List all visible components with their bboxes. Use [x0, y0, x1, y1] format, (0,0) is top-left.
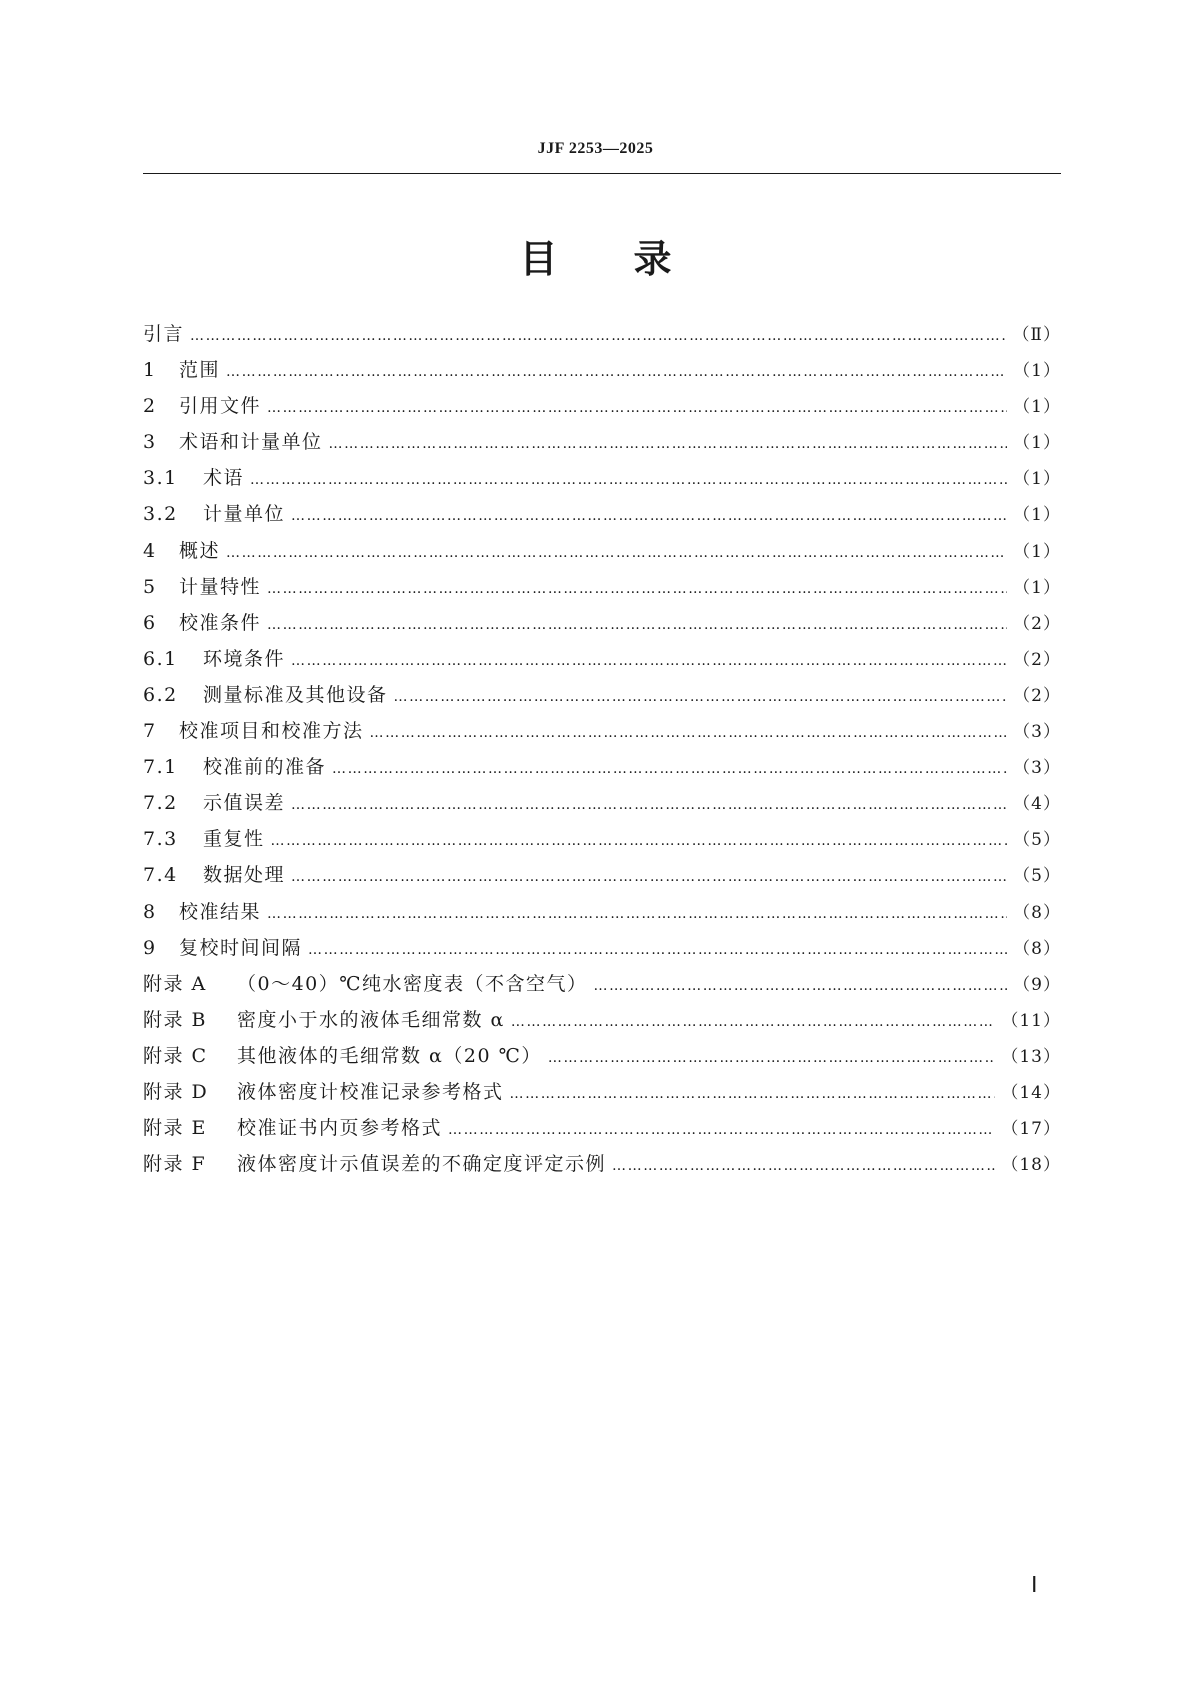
toc-dot-leader: [291, 643, 1007, 679]
toc-entry-label: [143, 424, 323, 460]
toc-dot-leader: [267, 896, 1007, 932]
toc-entry-page: （4）: [1013, 794, 1061, 815]
toc-entry[interactable]: [143, 352, 1061, 388]
toc-dot-leader: [594, 968, 1008, 1004]
toc-entry-title: 液体密度计校准记录参考格式: [237, 1080, 504, 1103]
toc-dot-leader: [271, 823, 1008, 859]
toc-entry-number: 8: [143, 900, 157, 923]
page-folio: Ⅰ: [1031, 1572, 1038, 1597]
toc-dot-leader: [226, 535, 1007, 571]
toc-entry[interactable]: [143, 316, 1061, 352]
toc-entry-title: 测量标准及其他设备: [203, 683, 388, 706]
toc-entry-number: 6: [143, 611, 157, 634]
toc-entry-number: 7.4: [143, 864, 178, 887]
toc-entry[interactable]: [143, 641, 1061, 677]
toc-entry-title: 校准项目和校准方法: [179, 720, 364, 743]
toc-entry[interactable]: [143, 894, 1061, 930]
toc-entry-title: 复校时间间隔: [179, 936, 303, 959]
toc-entry[interactable]: [143, 857, 1061, 893]
toc-dot-leader: [370, 715, 1008, 751]
toc-dot-leader: [511, 1004, 995, 1040]
toc-entry-page: （2）: [1013, 613, 1061, 634]
toc-dot-leader: [332, 751, 1007, 787]
toc-entry[interactable]: [143, 1074, 1061, 1110]
toc-entry-number: 2: [143, 395, 157, 418]
toc-entry-label: [143, 1074, 504, 1110]
toc-dot-leader: [267, 571, 1007, 607]
toc-entry-label: [143, 460, 244, 496]
toc-entry-label: [143, 857, 285, 893]
toc-dot-leader: [548, 1040, 996, 1076]
toc-title: 目 录: [519, 237, 672, 281]
toc-entry-label: [143, 930, 302, 966]
toc-dot-leader: [308, 932, 1007, 968]
toc-entry-page: （1）: [1013, 361, 1061, 382]
toc-entry-label: [143, 1038, 542, 1074]
toc-entry-page: （8）: [1013, 902, 1061, 923]
toc-entry[interactable]: [143, 533, 1061, 569]
toc-entry-label: [143, 713, 364, 749]
toc-entry-number: 附录 A: [143, 972, 207, 995]
toc-entry-page: （18）: [1001, 1155, 1061, 1176]
toc-entry-title: 引用文件: [179, 395, 262, 418]
toc-entry-page: （2）: [1013, 685, 1061, 706]
toc-entry-number: 附录 E: [143, 1117, 207, 1140]
toc-dot-leader: [267, 390, 1007, 426]
standard-number-header: JJF 2253—2025: [537, 140, 654, 157]
toc-entry-number: 3: [143, 431, 157, 454]
toc-entry-number: 7.2: [143, 792, 178, 815]
toc-entry-label: [143, 533, 220, 569]
toc-entry-page: （1）: [1013, 433, 1061, 454]
toc-entry-title: 计量单位: [203, 503, 286, 526]
toc-entry-title: 范围: [179, 359, 221, 382]
toc-entry-label: [143, 677, 388, 713]
toc-entry-title: 计量特性: [179, 575, 262, 598]
toc-dot-leader: [226, 354, 1007, 390]
toc-entry-page: （8）: [1013, 938, 1061, 959]
toc-entry-title: 术语和计量单位: [179, 431, 323, 454]
toc-entry-number: 7: [143, 720, 157, 743]
toc-entry-title: 校准证书内页参考格式: [237, 1117, 443, 1140]
toc-entry-title: 引言: [143, 323, 185, 345]
toc-entry-page: （1）: [1013, 397, 1061, 418]
toc-entry[interactable]: [143, 496, 1061, 532]
toc-dot-leader: [329, 426, 1008, 462]
toc-entry-label: [143, 966, 588, 1002]
toc-entry-page: （1）: [1013, 505, 1061, 526]
toc-entry-number: 附录 D: [143, 1080, 209, 1103]
toc-entry[interactable]: [143, 966, 1061, 1002]
toc-entry-label: [143, 821, 265, 857]
toc-entry-number: 7.3: [143, 828, 178, 851]
toc-dot-leader: [291, 859, 1007, 895]
toc-entry-page: （3）: [1013, 758, 1061, 779]
toc-dot-leader: [250, 462, 1007, 498]
toc-entry[interactable]: [143, 1002, 1061, 1038]
toc-entry-label: [143, 496, 285, 532]
toc-entry-number: 4: [143, 539, 157, 562]
toc-entry-label: [143, 352, 220, 388]
toc-entry[interactable]: [143, 460, 1061, 496]
toc-entry-page: （9）: [1013, 974, 1061, 995]
toc-entry-page: （5）: [1013, 830, 1061, 851]
toc-entry-title: 其他液体的毛细常数 α（20 ℃）: [237, 1044, 542, 1067]
toc-entry[interactable]: [143, 1146, 1061, 1182]
toc-dot-leader: [510, 1076, 996, 1112]
toc-entry-number: 附录 F: [143, 1153, 207, 1176]
toc-entry-page: （5）: [1013, 866, 1061, 887]
toc-dot-leader: [394, 679, 1008, 715]
toc-entry-title: 概述: [179, 539, 221, 562]
toc-entry-title: 术语: [203, 467, 245, 490]
toc-entry-label: [143, 749, 326, 785]
toc-entry-title: 校准条件: [179, 611, 262, 634]
toc-dot-leader: [291, 787, 1007, 823]
toc-entry-label: [143, 605, 261, 641]
toc-entry-page: （13）: [1001, 1046, 1061, 1067]
toc-entry-title: 液体密度计示值误差的不确定度评定示例: [237, 1153, 607, 1176]
toc-entry-label: [143, 1002, 505, 1038]
toc-dot-leader: [267, 607, 1007, 643]
toc-entry-title: 环境条件: [203, 647, 286, 670]
toc-entry-title: 校准结果: [179, 900, 262, 923]
toc-entry-title: 示值误差: [203, 792, 286, 815]
toc-entry-label: [143, 641, 285, 677]
toc-entry-label: [143, 785, 285, 821]
toc-entry-page: （3）: [1013, 722, 1061, 743]
toc-entry-number: 3.1: [143, 467, 178, 490]
toc-entry-number: 6.2: [143, 683, 178, 706]
toc-entry[interactable]: [143, 677, 1061, 713]
toc-entry[interactable]: [143, 713, 1061, 749]
toc-entry-page: （Ⅱ）: [1012, 325, 1061, 345]
toc-entry[interactable]: [143, 569, 1061, 605]
toc-entry-number: 1: [143, 359, 157, 382]
toc-entry-number: 5: [143, 575, 157, 598]
toc-entry-label: [143, 1110, 442, 1146]
toc-entry-label: [143, 894, 261, 930]
toc-entry-page: （1）: [1013, 577, 1061, 598]
toc-entry-number: 附录 C: [143, 1044, 208, 1067]
toc-entry-label: [143, 1146, 606, 1182]
toc-entry-number: 6.1: [143, 647, 178, 670]
toc-entry-title: 密度小于水的液体毛细常数 α: [237, 1008, 505, 1031]
toc-entry-page: （11）: [1001, 1010, 1061, 1031]
toc-entry-number: 附录 B: [143, 1008, 208, 1031]
toc-entry-title: 校准前的准备: [203, 756, 327, 779]
toc-entry-label: [143, 388, 261, 424]
toc-entry-page: （17）: [1001, 1119, 1061, 1140]
toc-entry[interactable]: [143, 930, 1061, 966]
toc-entry[interactable]: [143, 785, 1061, 821]
toc-entry[interactable]: [143, 605, 1061, 641]
toc-entry-label: [143, 569, 261, 605]
toc-dot-leader: [612, 1148, 995, 1184]
header-divider: [143, 173, 1061, 174]
toc-entry-label: [143, 316, 184, 352]
toc-dot-leader: [190, 318, 1006, 354]
table-of-contents: [143, 316, 1061, 1182]
toc-entry-page: （1）: [1013, 541, 1061, 562]
toc-dot-leader: [448, 1112, 995, 1148]
toc-entry-title: 数据处理: [203, 864, 286, 887]
toc-entry-page: （1）: [1013, 469, 1061, 490]
toc-entry[interactable]: [143, 749, 1061, 785]
toc-entry-title: （0～40）℃纯水密度表（不含空气）: [237, 972, 588, 995]
toc-dot-leader: [291, 498, 1007, 534]
toc-entry[interactable]: [143, 424, 1061, 460]
toc-entry-title: 重复性: [203, 828, 265, 851]
toc-entry-number: 9: [143, 936, 157, 959]
toc-entry[interactable]: [143, 1038, 1061, 1074]
toc-entry[interactable]: [143, 388, 1061, 424]
toc-entry-page: （14）: [1001, 1082, 1061, 1103]
toc-entry-number: 3.2: [143, 503, 178, 526]
toc-entry-page: （2）: [1013, 649, 1061, 670]
toc-entry[interactable]: [143, 1110, 1061, 1146]
toc-entry[interactable]: [143, 821, 1061, 857]
toc-entry-number: 7.1: [143, 756, 178, 779]
